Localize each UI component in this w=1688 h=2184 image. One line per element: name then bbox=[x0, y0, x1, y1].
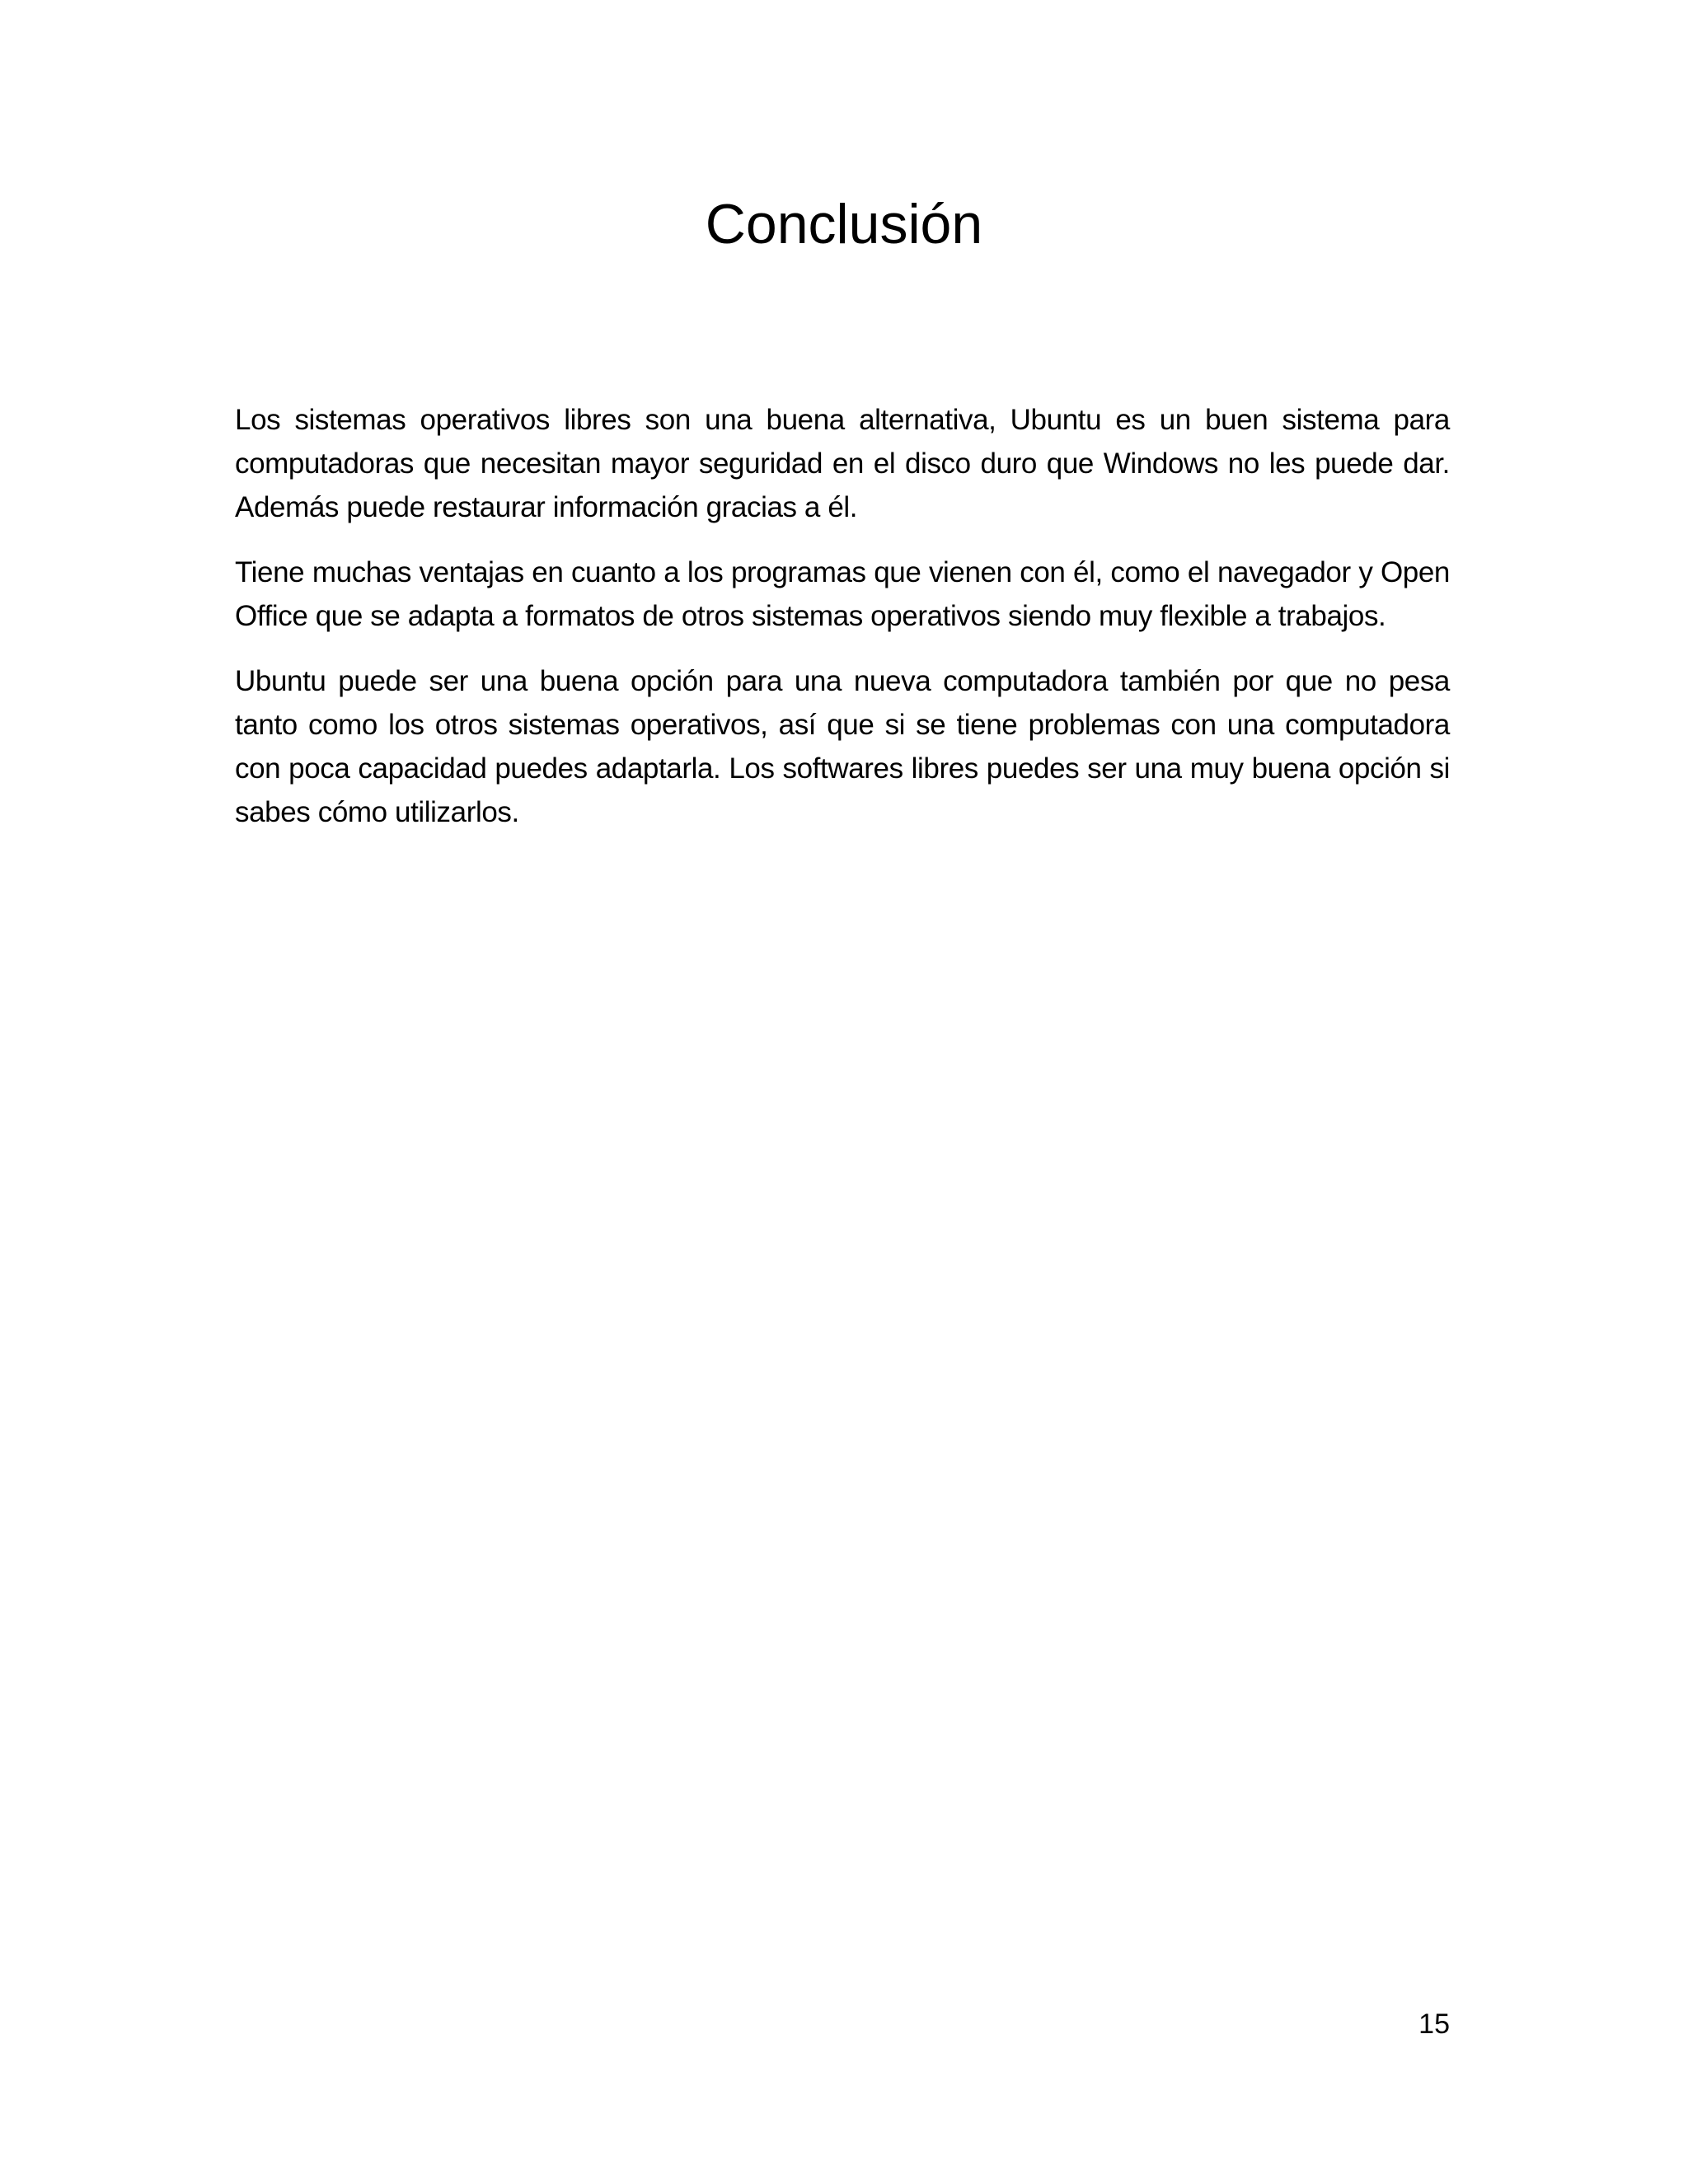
paragraph-3: Ubuntu puede ser una buena opción para una nueva computadora también por que no pesa tanto como los otros sistemas operativos, así que si se tiene problemas con una computadora con poca capacidad puedes adaptarla. Los softwares libres puedes ser una muy buena opción si sabes cómo utilizarlos. bbox=[235, 665, 1450, 828]
paragraph-1: Los sistemas operativos libres son una buena alternativa, Ubuntu es un buen sistema para computadoras que necesitan mayor seguridad en el disco duro que Windows no les puede dar. Además puede restaurar información gracias a él. bbox=[235, 404, 1450, 523]
paragraph-2: Tiene muchas ventajas en cuanto a los programas que vienen con él, como el navegador y Open Office que se adapta a formatos de otros sistemas operativos siendo muy flexible a trabajos. bbox=[235, 556, 1450, 632]
page-title: Conclusión bbox=[705, 193, 983, 255]
body-text bbox=[235, 398, 1450, 855]
page-number: 15 bbox=[1418, 2008, 1450, 2040]
